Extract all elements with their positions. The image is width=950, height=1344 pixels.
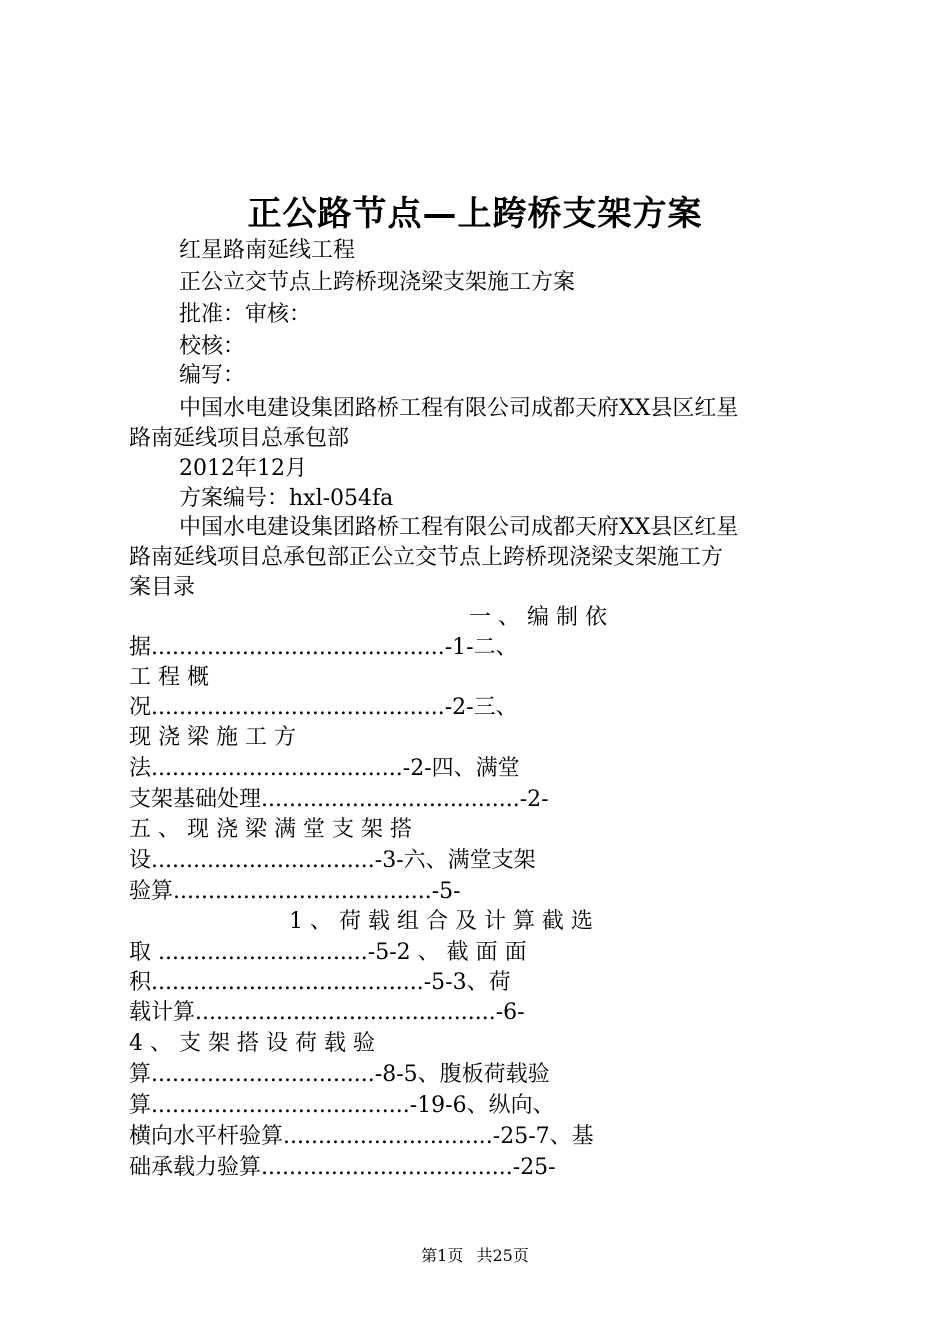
text-line: 2012年12月 — [179, 456, 307, 481]
toc-line: 4 、 支 架 搭 设 荷 载 验 — [129, 1031, 375, 1056]
toc-line: 工 程 概 — [129, 665, 209, 690]
text-line: 路南延线项目总承包部正公立交节点上跨桥现浇梁支架施工方 — [129, 545, 724, 570]
page-number: 第1页 — [421, 1246, 464, 1265]
toc-line: 现 浇 梁 施 工 方 — [129, 725, 296, 750]
toc-line: 算................................-8-5、腹板荷载验 — [129, 1062, 550, 1087]
toc-line: 支架基础处理.....................................-2- — [129, 787, 549, 812]
toc-line: 验算.....................................-5- — [129, 879, 461, 904]
toc-line: 础承载力验算....................................-25- — [129, 1155, 556, 1180]
page-footer — [0, 1243, 950, 1266]
text-line: 案目录 — [129, 575, 196, 600]
toc-line: 一 、 编 制 依 — [469, 605, 607, 630]
document-title: 正公路节点—上跨桥支架方案 — [247, 194, 703, 234]
toc-line: 况..........................................-2-三、 — [129, 695, 518, 720]
toc-line: 算.....................................-19-6、纵向、 — [129, 1093, 555, 1118]
toc-line: 五 、 现 浇 梁 满 堂 支 架 搭 — [129, 817, 412, 842]
toc-line: 设................................-3-六、满堂支架 — [129, 848, 536, 873]
toc-line: 载计算...........................................-6- — [129, 1000, 525, 1025]
text-line: 方案编号：hxl-054fa — [179, 486, 394, 511]
toc-line: 取 ..............................-5-2 、 截 面 面 — [129, 940, 527, 965]
toc-line: 法....................................-2-四、满堂 — [129, 756, 520, 781]
page-total: 共25页 — [476, 1246, 529, 1265]
toc-line: 横向水平杆验算..............................-25-7、基 — [129, 1124, 594, 1149]
text-line: 中国水电建设集团路桥工程有限公司成都天府XX县区红星 — [179, 396, 739, 421]
toc-line: 据..........................................-1-二、 — [129, 635, 518, 660]
text-line: 编写： — [179, 363, 246, 388]
toc-line: 积.......................................-5-3、荷 — [129, 970, 511, 995]
text-line: 正公立交节点上跨桥现浇梁支架施工方案 — [179, 270, 576, 295]
text-line: 批准：审核： — [179, 302, 312, 327]
text-line: 校核： — [179, 334, 246, 359]
toc-line: 1 、 荷 载 组 合 及 计 算 截 选 — [289, 909, 593, 934]
text-line: 中国水电建设集团路桥工程有限公司成都天府XX县区红星 — [179, 515, 739, 540]
text-line: 红星路南延线工程 — [179, 238, 356, 263]
text-line: 路南延线项目总承包部 — [129, 426, 350, 451]
